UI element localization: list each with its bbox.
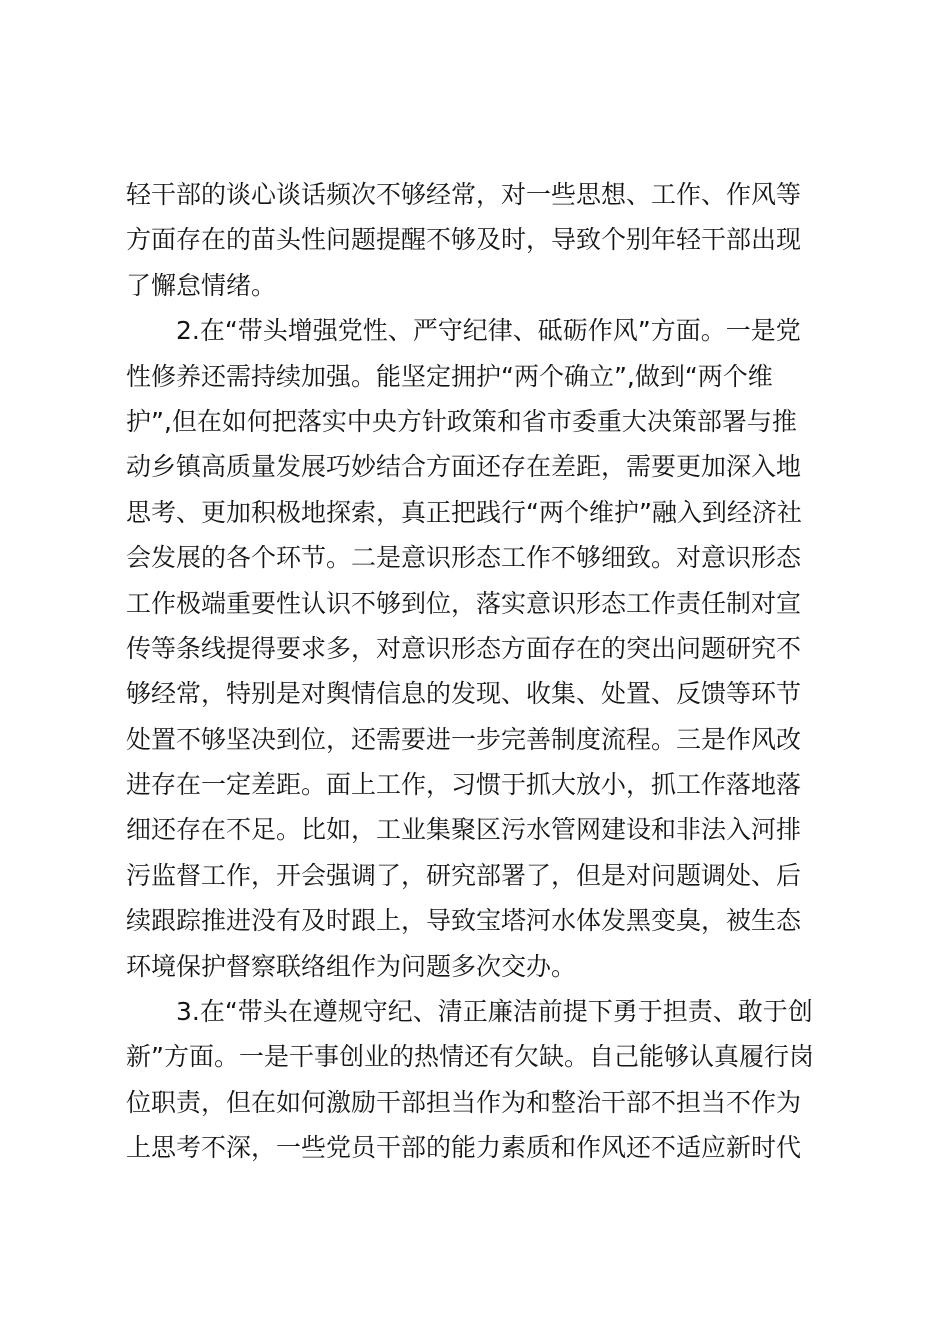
body-line: 方面存在的苗头性问题提醒不够及时，导致个别年轻干部出现 bbox=[126, 225, 802, 255]
body-line: 细还存在不足。比如，工业集聚区污水管网建设和非法入河排 bbox=[126, 815, 802, 845]
paragraph-2-start: 2.在“带头增强党性、严守纪律、砥砺作风”方面。一是党 bbox=[176, 316, 801, 346]
body-line: 新”方面。一是干事创业的热情还有欠缺。自己能够认真履行岗 bbox=[126, 1042, 814, 1072]
body-line: 性修养还需持续加强。能坚定拥护“两个确立”,做到“两个维 bbox=[126, 361, 773, 391]
body-line: 够经常，特别是对舆情信息的发现、收集、处置、反馈等环节 bbox=[126, 679, 802, 709]
body-line: 会发展的各个环节。二是意识形态工作不够细致。对意识形态 bbox=[126, 543, 802, 573]
body-line: 进存在一定差距。面上工作，习惯于抓大放小，抓工作落地落 bbox=[126, 770, 802, 800]
body-line: 污监督工作，开会强调了，研究部署了，但是对问题调处、后 bbox=[126, 860, 802, 890]
body-line: 思考、更加积极地探索，真正把践行“两个维护”融入到经济社 bbox=[126, 497, 802, 527]
paragraph-3-start: 3.在“带头在遵规守纪、清正廉洁前提下勇于担责、敢于创 bbox=[176, 997, 813, 1027]
body-line: 续跟踪推进没有及时跟上，导致宝塔河水体发黑变臭，被生态 bbox=[126, 906, 802, 936]
body-line: 轻干部的谈心谈话频次不够经常，对一些思想、工作、作风等 bbox=[126, 180, 802, 209]
body-line: 环境保护督察联络组作为问题多次交办。 bbox=[126, 951, 577, 981]
body-line: 处置不够坚决到位，还需要进一步完善制度流程。三是作风改 bbox=[126, 724, 802, 754]
body-line: 传等条线提得要求多，对意识形态方面存在的突出问题研究不 bbox=[126, 633, 802, 663]
body-line: 动乡镇高质量发展巧妙结合方面还存在差距，需要更加深入地 bbox=[126, 452, 802, 482]
body-line: 位职责，但在如何激励干部担当作为和整治干部不担当不作为 bbox=[126, 1087, 802, 1117]
body-line: 工作极端重要性认识不够到位，落实意识形态工作责任制对宣 bbox=[126, 588, 802, 618]
body-line: 了懈怠情绪。 bbox=[126, 270, 277, 300]
body-line: 护”,但在如何把落实中央方针政策和省市委重大决策部署与推 bbox=[126, 406, 797, 436]
document-body bbox=[126, 172, 826, 1171]
body-line: 上思考不深，一些党员干部的能力素质和作风还不适应新时代 bbox=[126, 1133, 802, 1163]
